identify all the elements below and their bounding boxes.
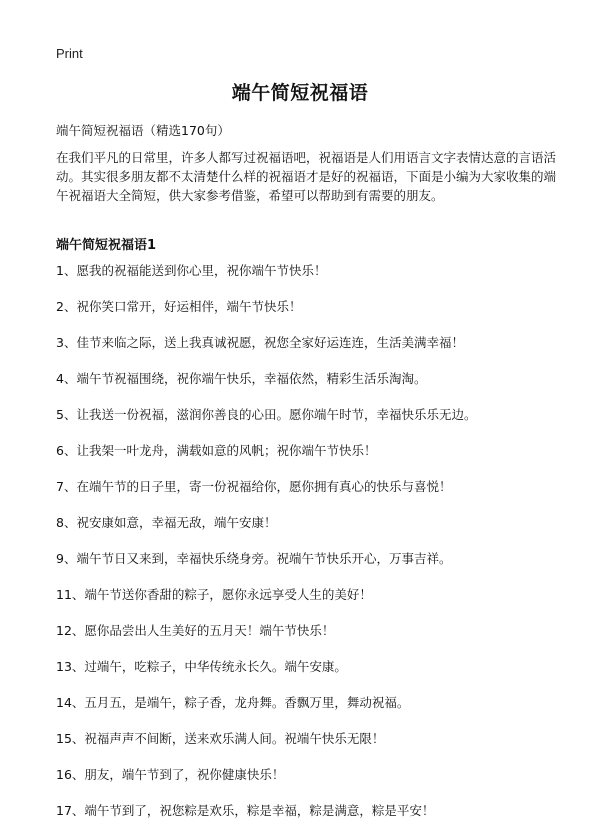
list-item: 3、佳节来临之际，送上我真诚祝愿，祝您全家好运连连，生活美满幸福！ [56,335,464,350]
subtitle: 端午简短祝福语（精选170句） [56,123,230,138]
list-item: 1、愿我的祝福能送到你心里，祝你端午节快乐！ [56,263,327,278]
list-item: 4、端午节祝福围绕，祝你端午快乐，幸福依然，精彩生活乐淘淘。 [56,371,427,386]
page-title: 端午简短祝福语 [231,82,369,104]
list-item: 8、祝安康如意，幸福无敌，端午安康！ [56,515,277,530]
print-link[interactable]: Print [56,46,83,61]
list-item: 15、祝福声声不间断，送来欢乐满人间。祝端午快乐无限！ [56,731,385,746]
list-item: 9、端午节日又来到，幸福快乐绕身旁。祝端午节快乐开心，万事吉祥。 [56,551,452,566]
list-item: 11、端午节送你香甜的粽子，愿你永远享受人生的美好！ [56,587,372,602]
intro-paragraph: 在我们平凡的日常里，许多人都写过祝福语吧，祝福语是人们用语言文字表情达意的言语活动。其实很多朋友都不太清楚什么样的祝福语才是好的祝福语，下面是小编为大家收集的端午祝福语大全简短，供大家参考借鉴，希望可以帮助到有需要的朋友。 [56,150,557,203]
blessing-list [56,262,576,838]
list-item: 13、过端午，吃粽子，中华传统永长久。端午安康。 [56,659,347,674]
list-item: 7、在端午节的日子里，寄一份祝福给你，愿你拥有真心的快乐与喜悦！ [56,479,452,494]
list-item: 16、朋友，端午节到了，祝你健康快乐！ [56,767,285,782]
section-heading: 端午简短祝福语1 [56,238,157,253]
list-item: 12、愿你品尝出人生美好的五月天！端午节快乐！ [56,623,335,638]
list-item: 6、让我架一叶龙舟，满载如意的风帆；祝你端午节快乐！ [56,443,377,458]
list-item: 17、端午节到了，祝您粽是欢乐，粽是幸福，粽是满意，粽是平安！ [56,803,435,818]
list-item: 14、五月五，是端午，粽子香，龙舟舞。香飘万里，舞动祝福。 [56,695,410,710]
list-item: 5、让我送一份祝福，滋润你善良的心田。愿你端午时节，幸福快乐乐无边。 [56,407,477,422]
list-item: 2、祝你笑口常开，好运相伴，端午节快乐！ [56,299,302,314]
